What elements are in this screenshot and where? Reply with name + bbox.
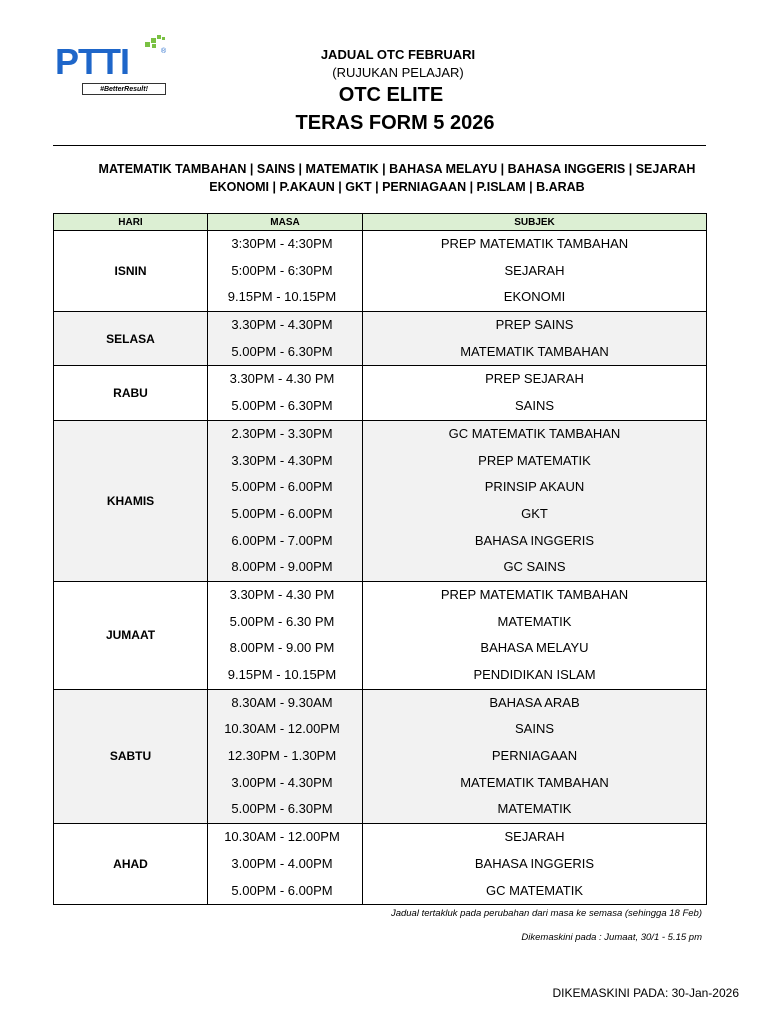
table-row — [54, 581, 707, 689]
schedule-body — [54, 231, 707, 905]
subject-slot: MATEMATIK — [497, 801, 572, 817]
subject-list-line1: MATEMATIK TAMBAHAN | SAINS | MATEMATIK | BAHASA MELAYU | BAHASA INGGERIS | SEJARAH — [98, 162, 696, 176]
subject-slot: EKONOMI — [503, 289, 566, 305]
subject-slot: MATEMATIK — [497, 613, 572, 629]
day-cell: RABU — [54, 366, 208, 420]
subject-slot: MATEMATIK TAMBAHAN — [460, 774, 609, 790]
time-slot: 3.00PM - 4.00PM — [231, 855, 333, 871]
subject-slot: BAHASA MELAYU — [480, 640, 589, 656]
subject-slot: GC SAINS — [503, 559, 566, 575]
subject-cell — [363, 581, 707, 689]
time-slot: 5.00PM - 6.30 PM — [229, 613, 335, 629]
subject-slot: BAHASA ARAB — [489, 694, 580, 710]
time-cell — [208, 366, 363, 420]
registered-mark: ® — [161, 48, 167, 55]
time-slot: 5.00PM - 6.30PM — [231, 801, 333, 817]
header-masa: MASA — [208, 214, 363, 231]
subject-slot: SEJARAH — [504, 829, 565, 845]
time-slot: 3.00PM - 4.30PM — [231, 774, 333, 790]
time-slot: 8.00PM - 9.00 PM — [229, 640, 335, 656]
subject-slot: GC MATEMATIK TAMBAHAN — [448, 425, 621, 441]
time-cell — [208, 689, 363, 823]
time-cell — [208, 824, 363, 905]
time-slot: 3.30PM - 4.30 PM — [229, 586, 335, 602]
table-row — [54, 689, 707, 823]
time-slot: 8.00PM - 9.00PM — [231, 559, 333, 575]
subject-slot: PREP MATEMATIK TAMBAHAN — [440, 236, 629, 251]
time-cell — [208, 312, 363, 366]
time-slot: 12.30PM - 1.30PM — [227, 748, 337, 764]
table-row — [54, 366, 707, 420]
time-slot: 3.30PM - 4.30 PM — [229, 371, 335, 387]
subject-slot: SAINS — [514, 721, 554, 737]
time-slot: 3.30PM - 4.30PM — [231, 317, 333, 333]
table-row — [54, 231, 707, 312]
table-row — [54, 824, 707, 905]
subject-cell — [363, 824, 707, 905]
time-slot: 3.30PM - 4.30PM — [231, 452, 333, 468]
time-slot: 5.00PM - 6.30PM — [231, 343, 333, 359]
subject-list-line2: EKONOMI | P.AKAUN | GKT | PERNIAGAAN | P.ISLAM | B.ARAB — [209, 180, 585, 194]
subject-cell — [363, 231, 707, 312]
day-cell: SELASA — [54, 312, 208, 366]
subject-slot: PREP MATEMATIK — [478, 452, 591, 468]
subject-slot: BAHASA INGGERIS — [474, 855, 595, 871]
day-cell: JUMAAT — [54, 581, 208, 689]
logo-tagline: #BetterResult! — [82, 83, 166, 95]
time-slot: 5.00PM - 6.30PM — [231, 398, 333, 414]
subject-slot: PENDIDIKAN ISLAM — [473, 667, 596, 682]
time-slot: 5:00PM - 6:30PM — [231, 262, 333, 278]
subject-slot: SEJARAH — [504, 262, 565, 278]
time-slot: 6.00PM - 7.00PM — [231, 532, 333, 548]
time-slot: 5.00PM - 6.00PM — [231, 505, 333, 521]
time-slot: 9.15PM - 10.15PM — [227, 289, 337, 305]
time-slot: 5.00PM - 6.00PM — [231, 882, 333, 898]
doc-title-line2: (RUJUKAN PELAJAR) — [332, 65, 464, 80]
subject-slot: PREP SAINS — [495, 317, 574, 333]
subject-slot: GC MATEMATIK — [485, 882, 584, 898]
time-slot: 2.30PM - 3.30PM — [231, 425, 333, 441]
day-cell: AHAD — [54, 824, 208, 905]
day-cell: SABTU — [54, 689, 208, 823]
time-cell — [208, 231, 363, 312]
subject-slot: GKT — [521, 505, 548, 521]
day-cell: KHAMIS — [54, 420, 208, 581]
subject-slot: PRINSIP AKAUN — [484, 479, 585, 495]
subject-slot: SAINS — [514, 398, 554, 414]
subject-cell — [363, 420, 707, 581]
time-slot: 5.00PM - 6.00PM — [231, 479, 333, 495]
doc-title-line3: OTC ELITE — [338, 84, 444, 106]
subject-cell — [363, 312, 707, 366]
time-slot: 8.30AM - 9.30AM — [231, 694, 333, 710]
day-cell: ISNIN — [54, 231, 208, 312]
subject-cell — [363, 366, 707, 420]
doc-title-line1: JADUAL OTC FEBRUARI — [320, 47, 476, 62]
subject-cell — [363, 689, 707, 823]
header-divider — [53, 145, 706, 146]
schedule-table — [53, 213, 707, 905]
time-slot: 10.30AM - 12.00PM — [224, 829, 340, 845]
time-slot: 3:30PM - 4:30PM — [231, 236, 333, 251]
footer-updated-date: DIKEMASKINI PADA: 30-Jan-2026 — [552, 986, 739, 1000]
time-cell — [208, 581, 363, 689]
time-slot: 10.30AM - 12.00PM — [224, 721, 340, 737]
subject-slot: PREP MATEMATIK TAMBAHAN — [440, 586, 629, 602]
table-row — [54, 312, 707, 366]
time-slot: 9.15PM - 10.15PM — [227, 667, 337, 682]
table-row — [54, 420, 707, 581]
header-subjek: SUBJEK — [363, 214, 707, 231]
table-header-row — [54, 214, 707, 231]
doc-title-line4: TERAS FORM 5 2026 — [295, 112, 495, 134]
time-cell — [208, 420, 363, 581]
logo-text: PTTI — [55, 41, 129, 82]
subject-slot: PERNIAGAAN — [491, 748, 578, 764]
subject-slot: MATEMATIK TAMBAHAN — [460, 343, 609, 359]
header-hari: HARI — [54, 214, 208, 231]
subject-slot: PREP SEJARAH — [485, 371, 584, 387]
schedule-note: Jadual tertakluk pada perubahan dari masa ke semasa (sehingga 18 Feb) — [390, 908, 702, 919]
updated-note: Dikemaskini pada : Jumaat, 30/1 - 5.15 pm — [521, 932, 702, 943]
subject-slot: BAHASA INGGERIS — [474, 532, 595, 548]
